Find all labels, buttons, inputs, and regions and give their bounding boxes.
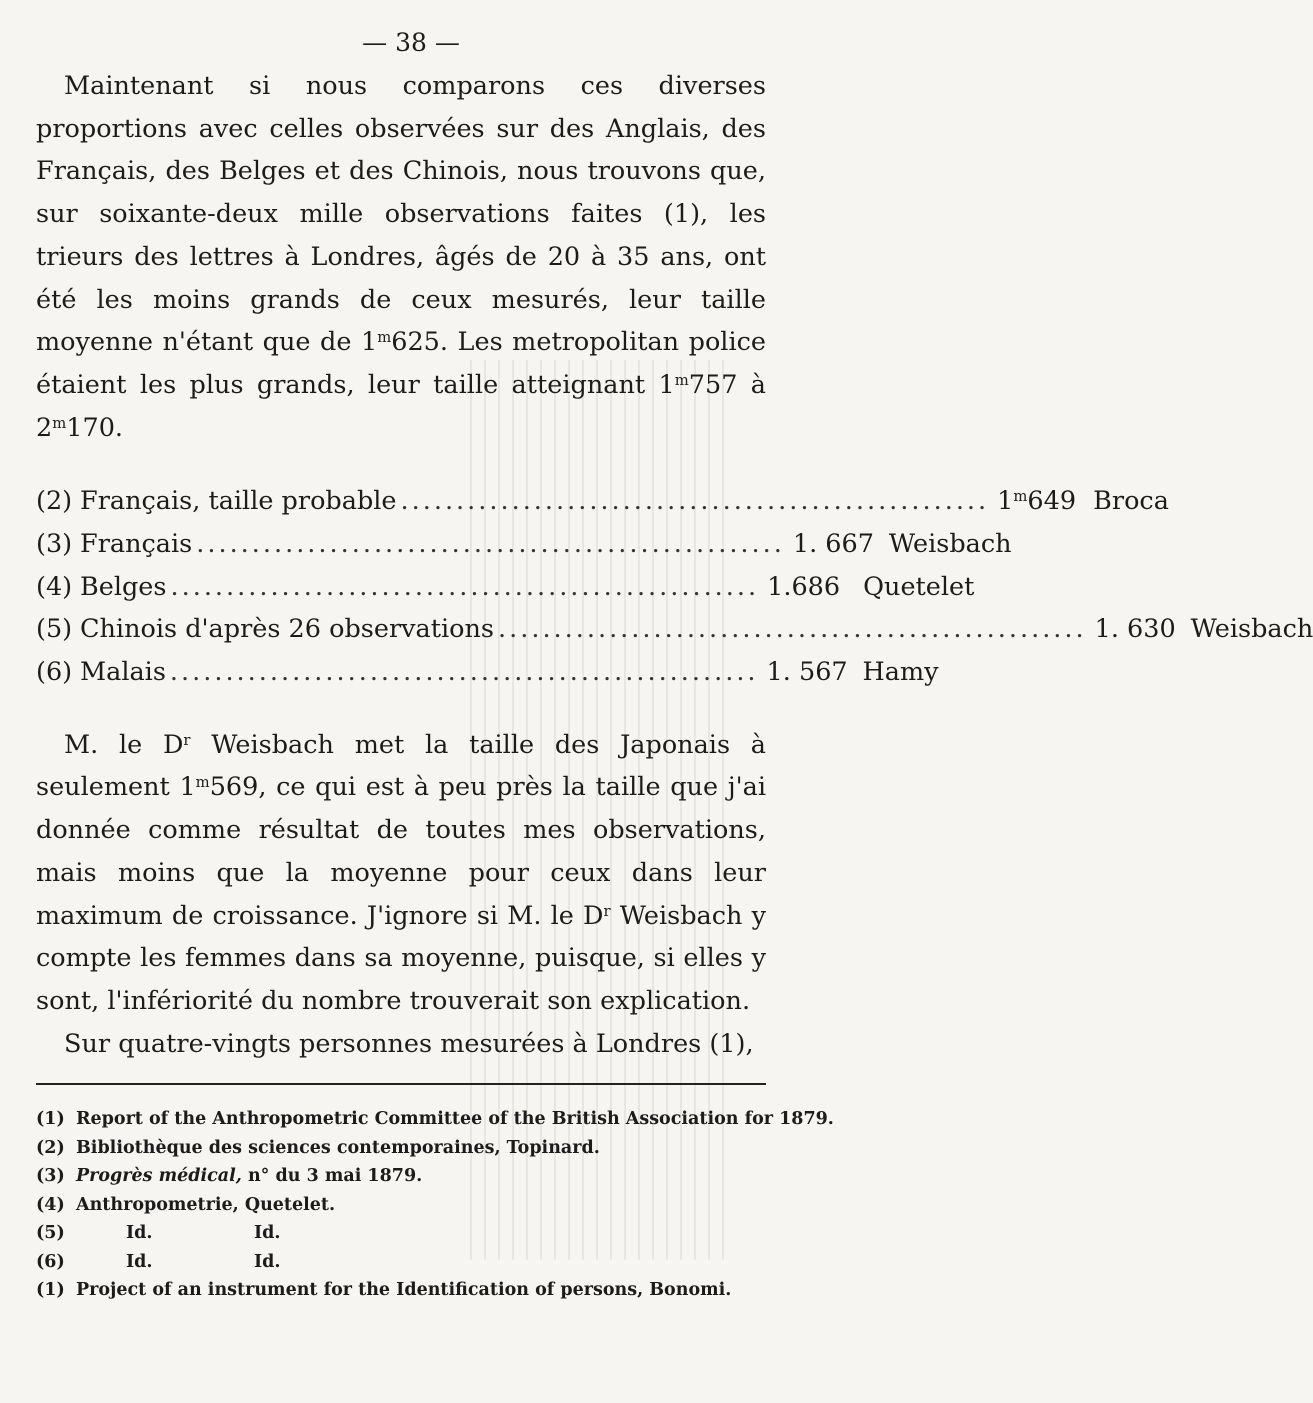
- stat-label: Français, taille probable: [80, 486, 397, 517]
- footnote-number: (3): [36, 1166, 65, 1187]
- paragraph-london: Sur quatre-vingts personnes mesurées à Londres (1),: [64, 1028, 754, 1059]
- text-run: 569, ce qui est à peu près la taille que j'ai donnée comme résultat de toutes mes observations, mais moins que la moyenne pour ceux dans leur maximum de croissance. J'ignore si M. le D: [36, 772, 766, 931]
- dot-leader: .....................................................: [170, 571, 760, 602]
- footnote-number: (1): [36, 1280, 65, 1301]
- stat-value: 1. 567: [766, 657, 848, 688]
- footnote-text: Project of an instrument for the Identification of persons, Bonomi.: [76, 1280, 732, 1301]
- footnote-number: (2): [36, 1137, 65, 1158]
- stat-ref: (4): [36, 571, 73, 602]
- footnote-text: Bibliothèque des sciences contemporaines, Topinard.: [76, 1137, 600, 1158]
- text-run: Weisbach y compte les femmes dans sa moyenne, puisque, si elles y sont, l'infériorité du nombre trouverait son explication.: [36, 900, 767, 1016]
- footnote-ibid: Id.: [126, 1223, 153, 1244]
- footnote-number: (4): [36, 1194, 65, 1215]
- stat-ref: (6): [36, 657, 73, 688]
- footnote-number: (1): [36, 1109, 65, 1130]
- stat-row: [36, 566, 975, 609]
- superscript: r: [183, 731, 191, 749]
- dot-leader: .....................................................: [400, 486, 990, 517]
- stat-label: Chinois d'après 26 observations: [80, 614, 495, 645]
- stat-row: [36, 651, 939, 694]
- footnote: [36, 1134, 766, 1163]
- stat-source: Weisbach: [888, 529, 1012, 560]
- text-run: 170.: [66, 412, 124, 443]
- stat-value: 1.686: [767, 571, 841, 602]
- stat-label: Français: [80, 529, 193, 560]
- stat-value: 1. 630: [1094, 614, 1176, 645]
- footnote-text: Progrès médical, n° du 3 mai 1879.: [76, 1166, 423, 1187]
- superscript: m: [377, 329, 392, 347]
- footnote-ibid: Id.: [254, 1223, 281, 1244]
- stat-ref: (3): [36, 529, 73, 560]
- stat-ref: (2): [36, 486, 73, 517]
- footnote-text: Anthropometrie, Quetelet.: [76, 1194, 336, 1215]
- text-run: 757 à 2: [36, 369, 766, 443]
- footnote: [36, 1219, 766, 1248]
- superscript: m: [674, 371, 689, 389]
- footnote: [36, 1191, 766, 1220]
- stat-label: Belges: [80, 571, 167, 602]
- dot-leader: .....................................................: [498, 614, 1087, 645]
- stat-value: 1. 667: [792, 529, 874, 560]
- text-run: Maintenant si nous comparons ces diverses proportions avec celles observées sur des Anglais, des Français, des Belges et des Chinois, nous trouvons que, sur soixante-deux mille observations faites (1), les trieurs des lettres à Londres, âgés de 20 à 35 ans, ont été les moins grands de ceux mesurés, leur taille moyenne n'étant que de 1: [36, 71, 766, 358]
- stat-row: [36, 608, 1313, 651]
- footnote: [36, 1162, 766, 1191]
- superscript: m: [52, 414, 67, 432]
- paragraph-comparison: [36, 65, 766, 449]
- stat-value: 1$^m$649: [997, 486, 1077, 517]
- stat-source: Hamy: [862, 657, 939, 688]
- footnote-ibid: Id.: [126, 1251, 153, 1272]
- footnote-text: Report of the Anthropometric Committee of the British Association for 1879.: [76, 1109, 834, 1130]
- stat-ref: (5): [36, 614, 73, 645]
- text-run: 625. Les metropolitan police étaient les plus grands, leur taille atteignant 1: [36, 327, 766, 400]
- footnotes: [36, 1105, 834, 1305]
- superscript: m: [195, 774, 210, 792]
- footnote-number: (5): [36, 1223, 65, 1244]
- footnote: [36, 1276, 766, 1305]
- book-page: [36, 26, 1313, 1305]
- text-run: M. le D: [64, 729, 184, 760]
- stat-source: Broca: [1093, 486, 1169, 517]
- footnote-ibid: Id.: [254, 1251, 281, 1272]
- footnote-divider: [36, 1083, 766, 1085]
- dot-leader: .....................................................: [196, 529, 785, 560]
- stat-source: Quetelet: [863, 571, 975, 602]
- dot-leader: .....................................................: [169, 657, 759, 688]
- paragraph-weisbach: [36, 724, 766, 1023]
- height-statistics-list: [36, 480, 1313, 693]
- text-run: Weisbach met la taille des Japonais à seulement 1: [36, 729, 766, 803]
- footnote: [36, 1105, 834, 1134]
- page-number: — 38 —: [362, 28, 460, 57]
- stat-row: [36, 480, 1169, 523]
- footnote-number: (6): [36, 1251, 65, 1272]
- stat-source: Weisbach: [1190, 614, 1313, 645]
- footnote: [36, 1248, 766, 1277]
- stat-row: [36, 523, 1012, 566]
- superscript: r: [603, 902, 611, 920]
- stat-label: Malais: [80, 657, 166, 688]
